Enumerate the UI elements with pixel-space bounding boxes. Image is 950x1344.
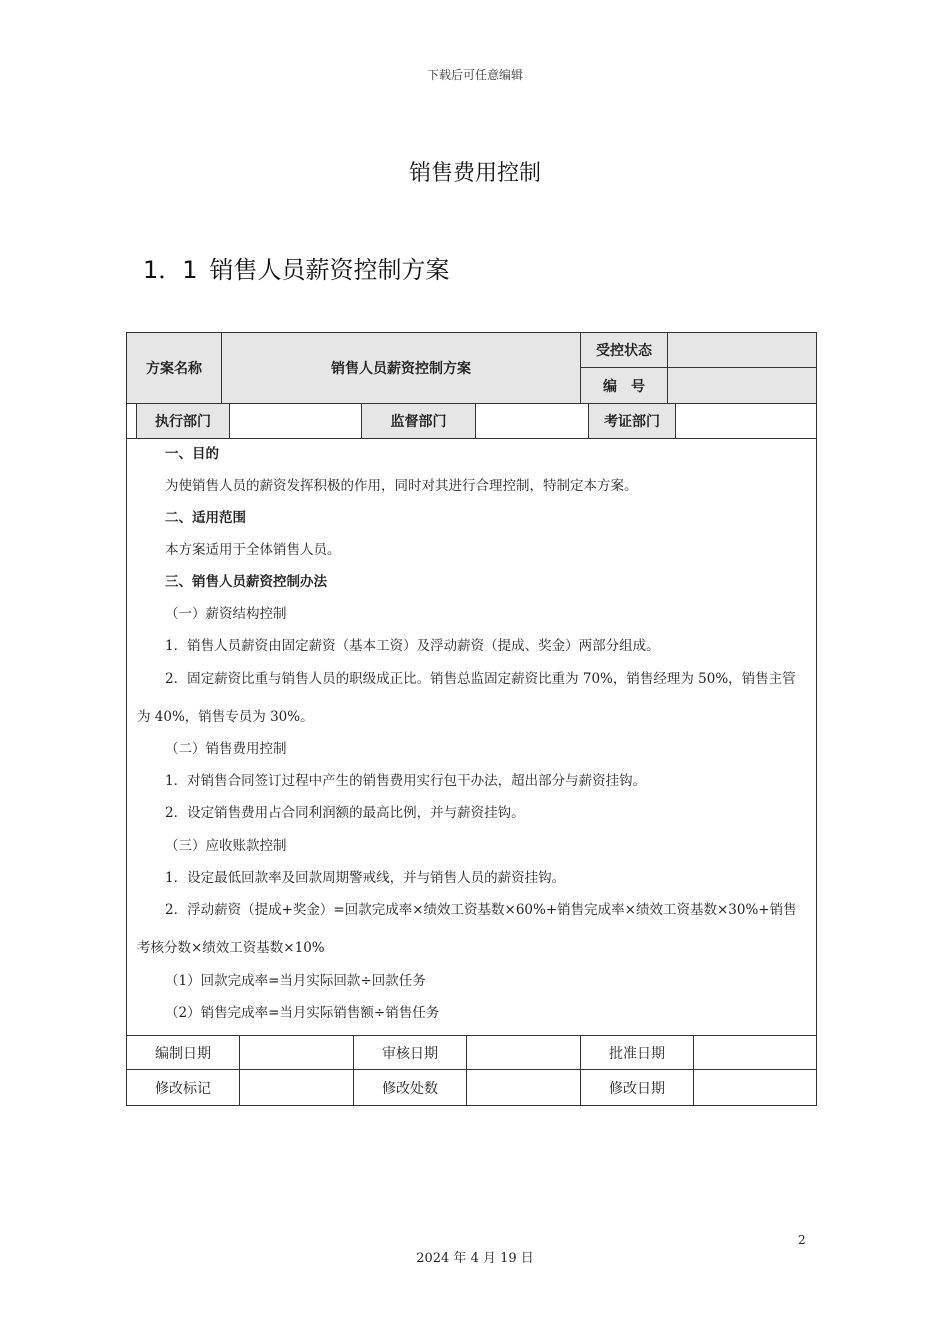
item-sales-expense-1: 1．对销售合同签订过程中产生的销售费用实行包干办法，超出部分与薪资挂钩。: [165, 773, 647, 789]
number-value: [668, 368, 816, 403]
item-receivables-2: 2．浮动薪资（提成+奖金）=回款完成率×绩效工资基数×60%+销售完成率×绩效工资基数×30%+销售考核分数×绩效工资基数×10%: [137, 902, 797, 956]
exec-dept-value: [230, 403, 362, 439]
item-salary-structure-1: 1．销售人员薪资由固定薪资（基本工资）及浮动薪资（提成、奖金）两部分组成。: [165, 638, 660, 654]
control-status-value: [668, 333, 816, 368]
review-date-label: 审核日期: [354, 1035, 467, 1070]
heading-purpose: 一、目的: [165, 446, 219, 462]
subheading-receivables: （三）应收账款控制: [165, 838, 287, 854]
revision-mark-value: [240, 1070, 354, 1105]
heading-methods: 三、销售人员薪资控制办法: [165, 574, 327, 590]
item-salary-structure-2: 2．固定薪资比重与销售人员的职级成正比。销售总监固定薪资比重为 70%，销售经理为 50%，销售主管为 40%，销售专员为 30%。: [137, 671, 796, 725]
section-title: 销售人员薪资控制方案: [209, 256, 450, 284]
plan-name-value: 销售人员薪资控制方案: [222, 333, 581, 403]
number-label: 编 号: [581, 368, 668, 403]
revision-count-label: 修改处数: [354, 1070, 467, 1105]
verify-dept-value: [676, 403, 816, 439]
review-date-value: [467, 1035, 581, 1070]
plan-name-label: 方案名称: [127, 333, 222, 403]
approval-date-value: [694, 1035, 816, 1070]
formula-collection-rate: （1）回款完成率=当月实际回款÷回款任务: [165, 973, 426, 989]
supervise-dept-value: [476, 403, 589, 439]
supervise-dept-label: 监督部门: [362, 403, 476, 439]
paragraph-purpose: 为使销售人员的薪资发挥积极的作用，同时对其进行合理控制，特制定本方案。: [165, 478, 638, 494]
control-status-label: 受控状态: [581, 333, 668, 368]
revision-mark-label: 修改标记: [127, 1070, 240, 1105]
section-number: 1．1: [143, 256, 198, 284]
item-sales-expense-2: 2．设定销售费用占合同利润额的最高比例，并与薪资挂钩。: [165, 805, 525, 821]
heading-scope: 二、适用范围: [165, 510, 246, 526]
page-number: 2: [798, 1233, 806, 1247]
revision-date-label: 修改日期: [581, 1070, 694, 1105]
item-receivables-1: 1．设定最低回款率及回款周期警戒线，并与销售人员的薪资挂钩。: [165, 870, 566, 886]
plan-table: [126, 332, 817, 1106]
verify-dept-label: 考证部门: [589, 403, 676, 439]
subheading-salary-structure: （一）薪资结构控制: [165, 606, 287, 622]
revision-count-value: [467, 1070, 581, 1105]
prepared-date-label: 编制日期: [127, 1035, 240, 1070]
approval-date-label: 批准日期: [581, 1035, 694, 1070]
page-header-note: 下载后可任意编辑: [426, 68, 523, 82]
plan-body: [127, 439, 816, 1035]
prepared-date-value: [240, 1035, 354, 1070]
paragraph-scope: 本方案适用于全体销售人员。: [165, 542, 341, 558]
document-title: 销售费用控制: [408, 161, 541, 186]
revision-date-value: [694, 1070, 816, 1105]
subheading-sales-expense: （二）销售费用控制: [165, 741, 287, 757]
formula-sales-rate: （2）销售完成率=当月实际销售额÷销售任务: [165, 1005, 440, 1021]
section-heading: [143, 250, 450, 285]
exec-dept-label: 执行部门: [136, 403, 230, 439]
footer-date: 2024 年 4 月 19 日: [416, 1251, 534, 1266]
